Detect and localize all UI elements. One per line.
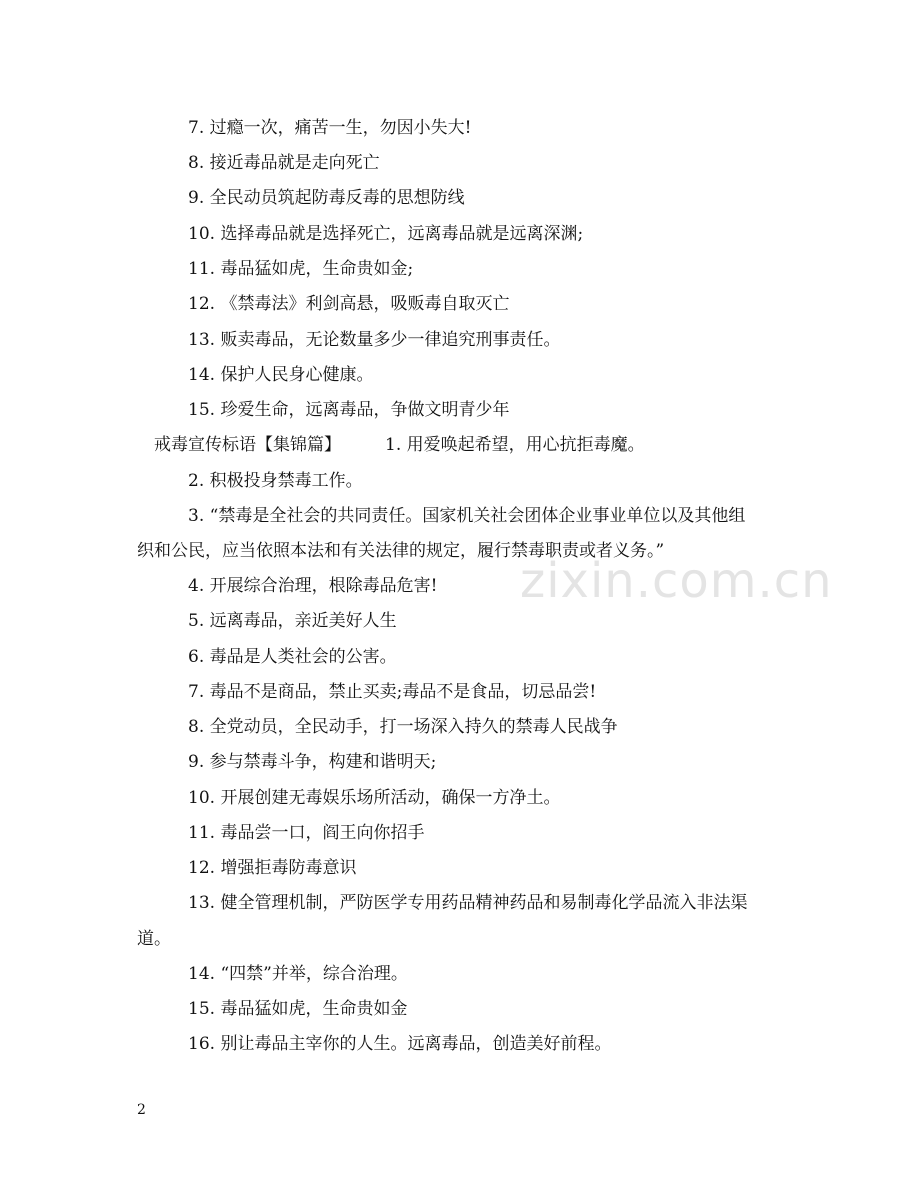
page-number: 2 (137, 1102, 146, 1118)
slogan-line: 12. 增强拒毒防毒意识 (188, 858, 357, 878)
watermark: zixin.com.cn (520, 553, 833, 609)
slogan-line: 15. 珍爱生命，远离毒品，争做文明青少年 (188, 400, 510, 420)
slogan-line: 6. 毒品是人类社会的公害。 (188, 647, 397, 667)
slogan-line: 5. 远离毒品，亲近美好人生 (188, 611, 397, 631)
slogan-line: 16. 别让毒品主宰你的人生。远离毒品，创造美好前程。 (188, 1034, 612, 1054)
slogan-line: 3. “禁毒是全社会的共同责任。国家机关社会团体企业事业单位以及其他组 (188, 506, 746, 526)
section-title: 戒毒宣传标语【集锦篇】 (154, 435, 341, 455)
slogan-line: 9. 全民动员筑起防毒反毒的思想防线 (188, 188, 465, 208)
section-first-item: 1. 用爱唤起希望，用心抗拒毒魔。 (385, 435, 645, 455)
slogan-line-continued: 道。 (137, 929, 171, 949)
slogan-line-continued: 织和公民，应当依照本法和有关法律的规定，履行禁毒职责或者义务。” (137, 541, 665, 561)
slogan-line: 13. 健全管理机制，严防医学专用药品精神药品和易制毒化学品流入非法渠 (188, 893, 748, 913)
slogan-line: 4. 开展综合治理，根除毒品危害! (188, 576, 438, 596)
section-heading-line (154, 435, 645, 455)
slogan-line: 8. 全党动员，全民动手，打一场深入持久的禁毒人民战争 (188, 717, 618, 737)
slogan-line: 10. 开展创建无毒娱乐场所活动，确保一方净土。 (188, 788, 561, 808)
slogan-line: 15. 毒品猛如虎，生命贵如金 (188, 999, 408, 1019)
slogan-line: 9. 参与禁毒斗争，构建和谐明天; (188, 752, 437, 772)
slogan-line: 11. 毒品猛如虎，生命贵如金; (188, 259, 414, 279)
slogan-line: 10. 选择毒品就是选择死亡，远离毒品就是远离深渊; (188, 224, 584, 244)
slogan-line: 14. “四禁”并举，综合治理。 (188, 964, 408, 984)
slogan-line: 11. 毒品尝一口，阎王向你招手 (188, 823, 425, 843)
slogan-line: 7. 过瘾一次，痛苦一生，勿因小失大! (188, 118, 472, 138)
slogan-line: 12. 《禁毒法》利剑高悬，吸贩毒自取灭亡 (188, 294, 510, 314)
slogan-line: 2. 积极投身禁毒工作。 (188, 471, 363, 491)
slogan-line: 8. 接近毒品就是走向死亡 (188, 153, 380, 173)
slogan-line: 13. 贩卖毒品，无论数量多少一律追究刑事责任。 (188, 330, 561, 350)
slogan-line: 14. 保护人民身心健康。 (188, 365, 374, 385)
slogan-line: 7. 毒品不是商品，禁止买卖;毒品不是食品，切忌品尝! (188, 682, 597, 702)
